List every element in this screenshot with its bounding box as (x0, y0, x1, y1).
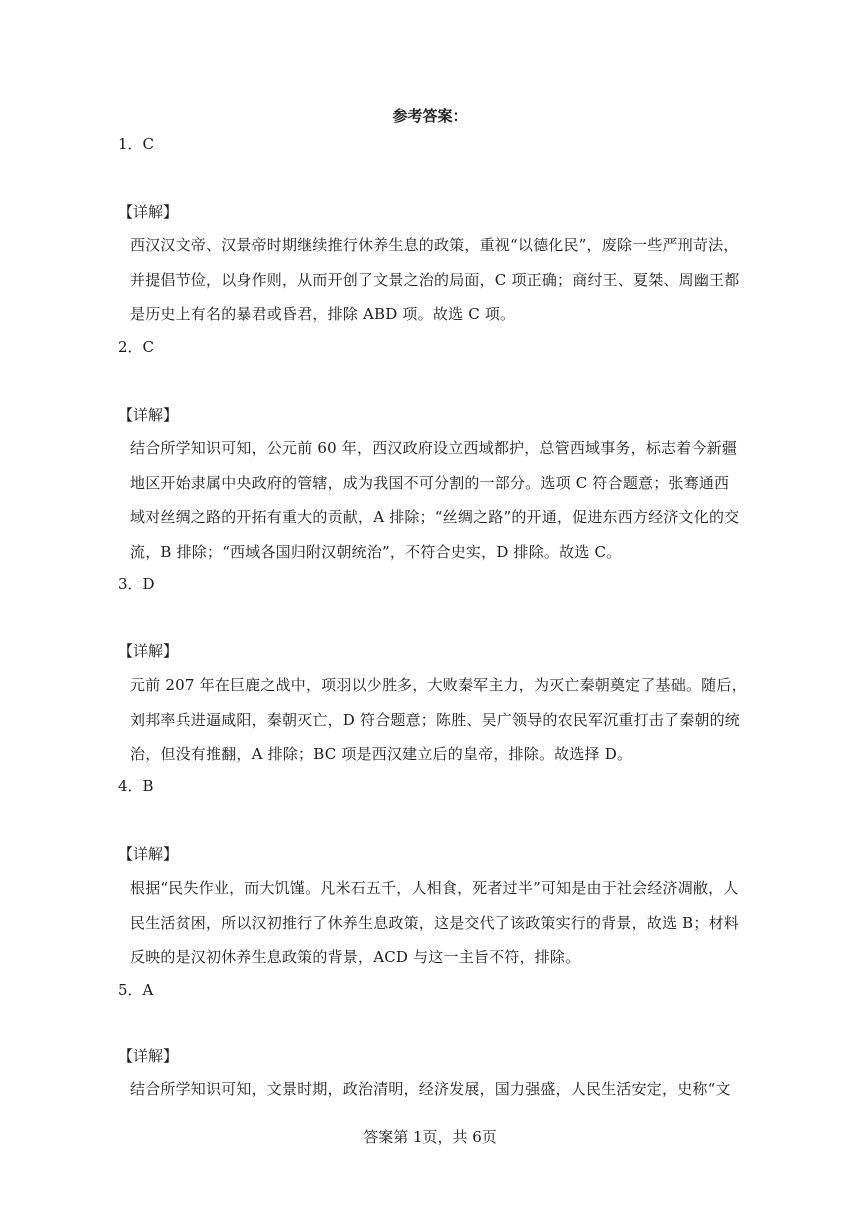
answer-4-line-3: 反映的是汉初休养生息政策的背景，ACD 与这一主旨不符，排除。 (130, 948, 581, 966)
answer-4-line-2: 民生活贫困，所以汉初推行了休养生息政策，这是交代了该政策实行的背景，故选 B；材料 (130, 913, 739, 932)
answer-4-text (130, 871, 739, 975)
answer-2-number: 2．C (118, 338, 155, 356)
answer-2-text (130, 431, 740, 569)
page-footer: 答案第 1页，共 6页 (363, 1128, 497, 1146)
answer-4-line-1: 根据“民失作业，而大饥馑。凡米石五千，人相食，死者过半”可知是由于社会经济凋敝，人 (130, 879, 739, 897)
answer-1-line-1: 西汉汉文帝、汉景帝时期继续推行休养生息的政策，重视“以德化民”，废除一些严刑苛法， (130, 236, 739, 254)
answer-1-line-2: 并提倡节俭，以身作则，从而开创了文景之治的局面，C 项正确；商纣王、夏桀、周幽王都 (130, 270, 740, 289)
answer-5-label: 【详解】 (118, 1047, 179, 1065)
answer-4-number: 4．B (118, 777, 154, 795)
answer-3-line-3: 治，但没有推翻，A 排除；BC 项是西汉建立后的皇帝，排除。故选择 D。 (130, 745, 633, 763)
answer-3-line-1: 元前 207 年在巨鹿之战中，项羽以少胜多，大败秦军主力，为灭亡秦朝奠定了基础。随后， (130, 676, 747, 694)
answer-3-text (130, 668, 747, 772)
answer-1-text (130, 228, 740, 332)
answer-2-line-2: 地区开始隶属中央政府的管辖，成为我国不可分割的一部分。选项 C 符合题意；张骞通西 (130, 473, 730, 492)
answer-1-line-3: 是历史上有名的暴君或昏君，排除 ABD 项。故选 C 项。 (130, 305, 516, 323)
answer-1-label: 【详解】 (118, 203, 179, 221)
answer-4-label: 【详解】 (118, 845, 179, 863)
answer-1-number: 1．C (118, 135, 155, 153)
answer-5-text (130, 1072, 734, 1107)
answer-3-number: 3．D (118, 575, 155, 593)
answer-2-label: 【详解】 (118, 406, 179, 424)
answer-3-label: 【详解】 (118, 642, 179, 660)
answer-2-line-1: 结合所学知识可知，公元前 60 年，西汉政府设立西域都护，总管西域事务，标志着今新疆 (130, 439, 738, 457)
page-title: 参考答案： (392, 107, 468, 125)
answer-2-line-4: 流，B 排除；“西域各国归附汉朝统治”，不符合史实，D 排除。故选 C。 (130, 542, 622, 561)
answer-5-number: 5．A (118, 981, 154, 999)
answer-2-line-3: 域对丝绸之路的开拓有重大的贡献，A 排除；“丝绸之路”的开通，促进东西方经济文化的交 (130, 508, 740, 526)
answer-3-line-2: 刘邦率兵进逼咸阳，秦朝灭亡，D 符合题意；陈胜、吴广领导的农民军沉重打击了秦朝的统 (130, 710, 740, 729)
answer-5-line-1: 结合所学知识可知，文景时期，政治清明，经济发展，国力强盛，人民生活安定，史称“文 (130, 1080, 731, 1098)
